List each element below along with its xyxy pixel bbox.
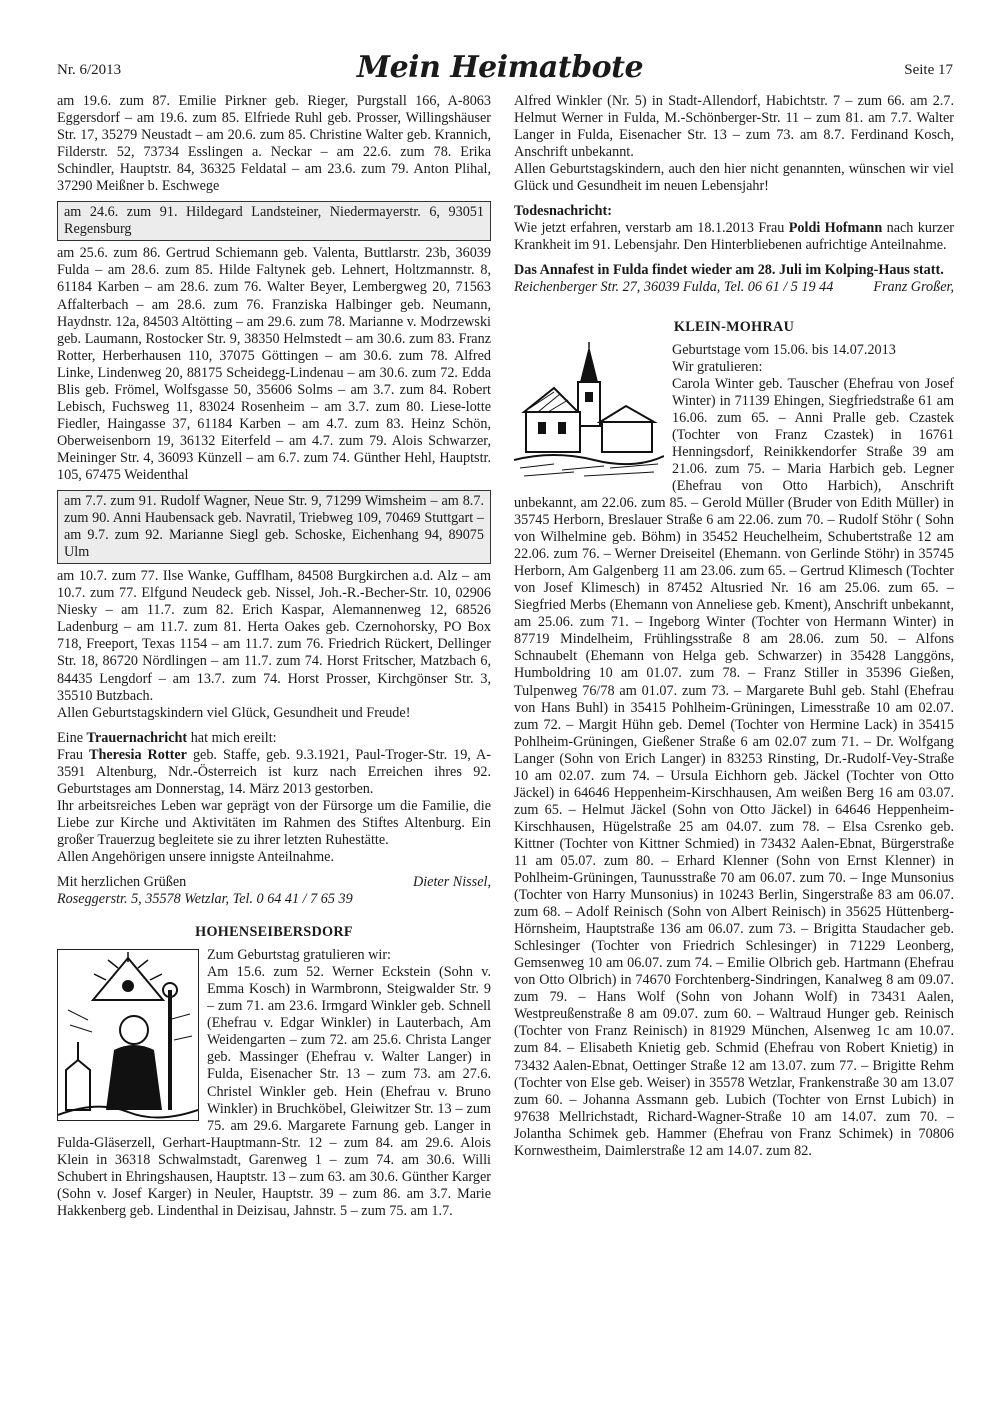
highlight-box-2-text: am 7.7. zum 91. Rudolf Wagner, Neue Str. 9, 71299 Wimsheim – am 8.7. zum 90. Anni Haubensack geb. Navratil, Triebweg 109, 70469 Stuttgart – am 9.7. zum 92. Marianne Siegl geb. Schoske, Eichenhang 94, 89075 Ulm (64, 493, 484, 561)
mourning-intro: Eine Trauernachricht hat mich ereilt: (57, 729, 277, 746)
section-title-hohenseibersdorf: HOHENSEIBERSDORF (195, 924, 353, 941)
woodcut-saint-illustration (57, 949, 199, 1121)
section-intro-hohenseibersdorf: Zum Geburtstag gratulieren wir: (207, 947, 391, 964)
birthday-list-1: am 19.6. zum 87. Emilie Pirkner geb. Rieger, Purgstall 166, A-8063 Eggersdorf – am 19.6. zum 85. Elfriede Ruhl geb. Prosser, Willingshäuser Str. 17, 35279 Neustadt – am 20.6. zum 85. Christine Walter geb. Krannich, Filderstr. 52, 73734 Esslingen a. Neckar – am 22.6. zum 78. Erika Schindler, Hauptstr. 84, 36325 Feldatal – am 23.6. zum 79. Anton Plihal, 37290 Meißner b. Eschwege (57, 93, 491, 195)
section-title-klein-mohrau: KLEIN-MOHRAU (673, 318, 795, 335)
highlight-box-1 (57, 201, 491, 241)
birthday-list-continued: Alfred Winkler (Nr. 5) in Stadt-Allendorf, Habichtstr. 7 – zum 66. am 2.7. Helmut Werner in Fulda, M.-Schönberger-Str. 11 – zum 81. am 7.7. Walter Langer in Fulda, Eisenacher Str. 13 – zum 73. am 8.7. Ferdinand Kosch, Anschrift unbekannt. (514, 93, 954, 161)
page-number: Seite 17 (904, 62, 953, 78)
signature-name: Dieter Nissel, (412, 874, 491, 891)
greeting: Mit herzlichen Grüßen (57, 874, 187, 891)
mourning-life: Ihr arbeitsreiches Leben war geprägt von der Fürsorge um die Familie, die Liebe zur Kirche und Aktivitäten im Rahmen des Stiftes Altenburg. Ein großer Trauerzug begleitete sie zu ihrer letzten Ruhestätte. (57, 797, 491, 848)
highlight-box-2 (57, 490, 491, 564)
annafest-address: Reichenberger Str. 27, 36039 Fulda, Tel. 06 61 / 5 19 44 (514, 279, 834, 296)
mourning-body: Frau Theresia Rotter geb. Staffe, geb. 9.3.1921, Paul-Troger-Str. 19, A-3591 Altenburg, Ndr.-Österreich ist kurz nach Erreichen ihres 92. Geburtstages am Donnerstag, 14. März 2013 gestorben. (57, 746, 492, 797)
signature-address: Roseggerstr. 5, 35578 Wetzlar, Tel. 0 64 41 / 7 65 39 (57, 891, 353, 908)
signature-block (57, 874, 491, 908)
birthday-list-klein-mohrau: Carola Winter geb. Tauscher (Ehefrau von Josef Winter) in 71139 Ehingen, Siegfriedstraße 61 am 16.06. zum 65. – Anni Pralle geb. Czastek (Tochter von Franz Czastek) in 16761 Henningsdorf, Reinikkendorfer Straße 39 am 21.06. zum 75. – Maria Harbich geb. Legner (Ehefrau von Otto Harbich), Anschrift unbekannt, am 22.06. zum 85. – Gerold Müller (Bruder von Edith Müller) in 35745 Herborn, Breslauer Straße 6 am 22.06. zum 70. – Rudolf Stöhr ( Sohn von Wilhelmine geb. Böhm) in 35452 Heuchelheim, Schubertstraße 12 am 22.06. zum 76. – Werner Dreiseitel (Ehemann. von Gerlinde Stöhr) in 35745 Herborn, Am Galgenberg 11 am 23.06. zum 65. – Gertrud Klimesch (Tochter von Josef Klimesch) in 87452 Altusried Nr. 16 am 25.06. zum 65. – Siegfried Merbs (Ehemann von Anneliese geb. Kment), Anschrift unbekannt, am 25.06. zum 71. – Ingeborg Winter (Tochter von Hermann Winter) in 87719 Mindelheim, Frühlingsstraße 8 am 28.06. zum 50. – Alfons Schnaubelt (Ehemann von Helga geb. Schwarzer) in 35428 Langgöns, Humboldring 10 am 01.07. zum 78. – Franz Stiller in 35396 Gießen, Tulpenweg 76/78 am 01.07. zum 73. – Margarete Buhl geb. Stahl (Ehefrau von Hans Buhl) in 35415 Pohlheim-Grüningen, Limesstraße 10 am 02.07. zum 72. – Margit Hühn geb. Demel (Tochter von Hermine Lack) in 35415 Pohlheim-Grüningen, Gießener Straße 6 am 02.07 zum 71. – Dr. Wolfgang Langer (Sohn von Erich Langer) in 83253 Rinsting, Dr.-Rudolf-Vey-Straße 10 am 02.07. zum 74. – Ursula Eichhorn geb. Jäckel (Tochter von Otto Jäckel) in 64646 Heppenheim-Kirschhausen, Am weißen Berg 16 am 03.07. zum 65. – Helmut Jäckel (Sohn von Otto Jäckel) in 64646 Heppenheim-Kirschhausen, Hügelstraße 25 am 04.07. zum 78. – Elsa Csrenko geb. Kittner (Tochter von Kittner Schmied) in 73432 Aalen-Ebnat, Bürgerstraße 11 am 05.07. zum 80. – Erhard Klenner (Sohn von Ernst Klenner) in Pohlheim-Grüningen, Taunusstraße 70 am 06.07. zum 70. – Inge Munsonius (Tochter von Harry Munsonius) in 10243 Berlin, Singerstraße 83 am 06.07. zum 68. – Adolf Reinisch (Sohn von Albert Reinisch) in 35625 Hüttenberg-Hörnsheim, Hauptstraße 136 am 06.07. zum 73. – Brigitta Staudacher geb. Schlesinger (Tochter von Friedrich Schlesinger) in 71229 Leonberg, Gemsenweg 10 am 06.07. zum 74. – Emilie Olbrich geb. Hartmann (Ehefrau von Otto Olbrich) in 74670 Forchtenberg-Sindringen, Kanalweg 8 am 09.07. zum 79. – Hans Wolf (Sohn von Johann Wolf) in 73431 Aalen, Westpreußenstraße 8 am 09.07. zum 60. – Waltraud Hunger geb. Reinisch (Tochter von Franz Reinisch) in 81929 München, Alsenweg 1c am 10.07. zum 84. – Elisabeth Knietig geb. Schmid (Ehefrau von Robert Knietig) in 73432 Aalen-Ebnat, Oettinger Straße 12 am 13.07. zum 77. – Brigitte Rehm (Tochter von Else geb. Weiser) in 35578 Wetzlar, Frankenstraße 30 am 13.07 zum 60. – Johanna Assmann geb. Lubich (Tochter von Ernst Lubich) in 97638 Mellrichstadt, Richard-Wagner-Straße 10 am 14.07. zum 70. – Jolantha Schimek geb. Hammer (Ehefrau von Franz Schimek) in 70806 Kornwestheim, Daimlerstraße 12 am 14.07. zum 82. (514, 375, 954, 1159)
annafest-notice: Das Annafest in Fulda findet wieder am 28. Juli im Kolping-Haus statt. Franz Großer, (514, 262, 954, 296)
death-notice-body: Wie jetzt erfahren, verstarb am 18.1.2013 Frau Poldi Hofmann nach kurzer Krankheit im 91. Lebensjahr. Den Hinterbliebenen aufrichtige Anteilnahme. (514, 220, 955, 254)
death-notice-heading: Todesnachricht: (514, 203, 613, 220)
klein-mohrau-intro: Wir gratulieren: (672, 358, 763, 375)
birthday-list-2: am 25.6. zum 86. Gertrud Schiemann geb. Valenta, Buttlarstr. 23b, 36039 Fulda – am 28.6. zum 85. Hilde Faltynek geb. Lehnert, Holtzmannstr. 8, 61184 Karben – am 28.6. zum 76. Walter Beyer, Lembergweg 20, 71563 Affalterbach – am 28.6. zum 76. Franziska Halbinger geb. Neumann, Haydnstr. 12a, 84503 Altötting – am 29.6. zum 78. Marianne v. Modrzewski geb. Laumann, Rostocker Str. 9, 38350 Helmstedt – am 30.6. zum 83. Franz Rotter, Herberhausen 110, 37075 Göttingen – am 30.6. zum 78. Alfred Linke, Lindenweg 20, 88175 Scheidegg-Lindenau – am 30.6. zum 72. Edda Blis geb. Frömel, Wolfsgasse 50, 35606 Solms – am 3.7. zum 84. Robert Lebisch, Fuchsweg 11, 83024 Rosenheim – am 3.7. zum 80. Liese-lotte Fiedler, Haingasse 37, 61184 Karben – am 4.7. zum 83. Heinz Schön, Oberweisenborn 19, 36132 Eiterfeld – am 4.7. zum 79. Alois Schwarzer, Meininger Str. 4, 36093 Künzell – am 6.7. zum 74. Günther Hehl, Hauptstr. 105, 67475 Weidenthal (57, 245, 491, 483)
annafest-signature: Franz Großer, (873, 279, 954, 296)
masthead-title: Mein Heimatbote (356, 50, 644, 85)
birthday-wishes-right: Allen Geburtstagskindern, auch den hier nicht genannten, wünschen wir viel Glück und Gesundheit im neuen Lebensjahr! (514, 161, 954, 195)
highlight-box-1-text: am 24.6. zum 91. Hildegard Landsteiner, Niedermayerstr. 6, 93051 Regensburg (64, 204, 484, 238)
birthday-list-3: am 10.7. zum 77. Ilse Wanke, Gufflham, 84508 Burgkirchen a.d. Alz – am 10.7. zum 77. Elfgund Neudeck geb. Nissel, Joh.-R.-Becher-Str. 10, 02906 Niesky – am 11.7. zum 82. Erich Kaspar, Alemannenweg 12, 68526 Ladenburg – am 11.7. zum 81. Herta Oakes geb. Czernohorsky, PO Box 718, Freeport, Texas 1154 – am 11.7. zum 76. Friedrich Rückert, Dellinger Str. 18, 86720 Nördlingen – am 11.7. zum 74. Horst Fritscher, Matzbach 6, 84435 Lengdorf – am 13.7. zum 74. Horst Prosser, Kirchgönser Str. 3, 35510 Butzbach. (57, 568, 491, 704)
right-column (514, 93, 954, 1160)
klein-mohrau-dates: Geburtstage vom 15.06. bis 14.07.2013 (672, 341, 896, 358)
issue-number: Nr. 6/2013 (57, 62, 122, 78)
mourning-condolence: Allen Angehörigen unsere innigste Anteilnahme. (57, 848, 334, 865)
church-village-illustration (514, 342, 664, 482)
birthday-list-hohenseibersdorf: Am 15.6. zum 52. Werner Eckstein (Sohn v. Emma Kosch) in Warmbronn, Steigwalder Str. 9 – zum 71. am 23.6. Irmgard Winkler geb. Schnell (Ehefrau v. Edgar Winkler) in Lauterbach, Am Weidengarten – zum 72. am 25.6. Christa Langer geb. Massinger (Ehefrau v. Walter Langer) in Fulda, Eisenacher Str. 13 – zum 73. am 27.6. Christel Winkler geb. Hein (Ehefrau v. Bruno Winkler) in Bruchköbel, Gleiwitzer Str. 13 – zum 75. am 29.6. Margarete Farnung geb. Langer in Fulda-Gläserzell, Gerhart-Hauptmann-Str. 12 – zum 84. am 29.6. Alois Klein in 36318 Schwalmstadt, Garenweg 1 – zum 74. am 30.6. Willi Schubert in Ehringshausen, Hauptstr. 13 – zum 63. am 30.6. Günther Karger (Sohn v. Josef Karger) in Neuler, Hauptstr. 39 – zum 86. am 3.7. Marie Hakkenberg geb. Lindenthal in Deizisau, Jahnstr. 5 – zum 75. am 1.7. (57, 964, 491, 1219)
left-column (57, 93, 491, 1220)
page-header (0, 50, 1000, 90)
birthday-wishes: Allen Geburtstagskindern viel Glück, Gesundheit und Freude! (57, 704, 411, 721)
